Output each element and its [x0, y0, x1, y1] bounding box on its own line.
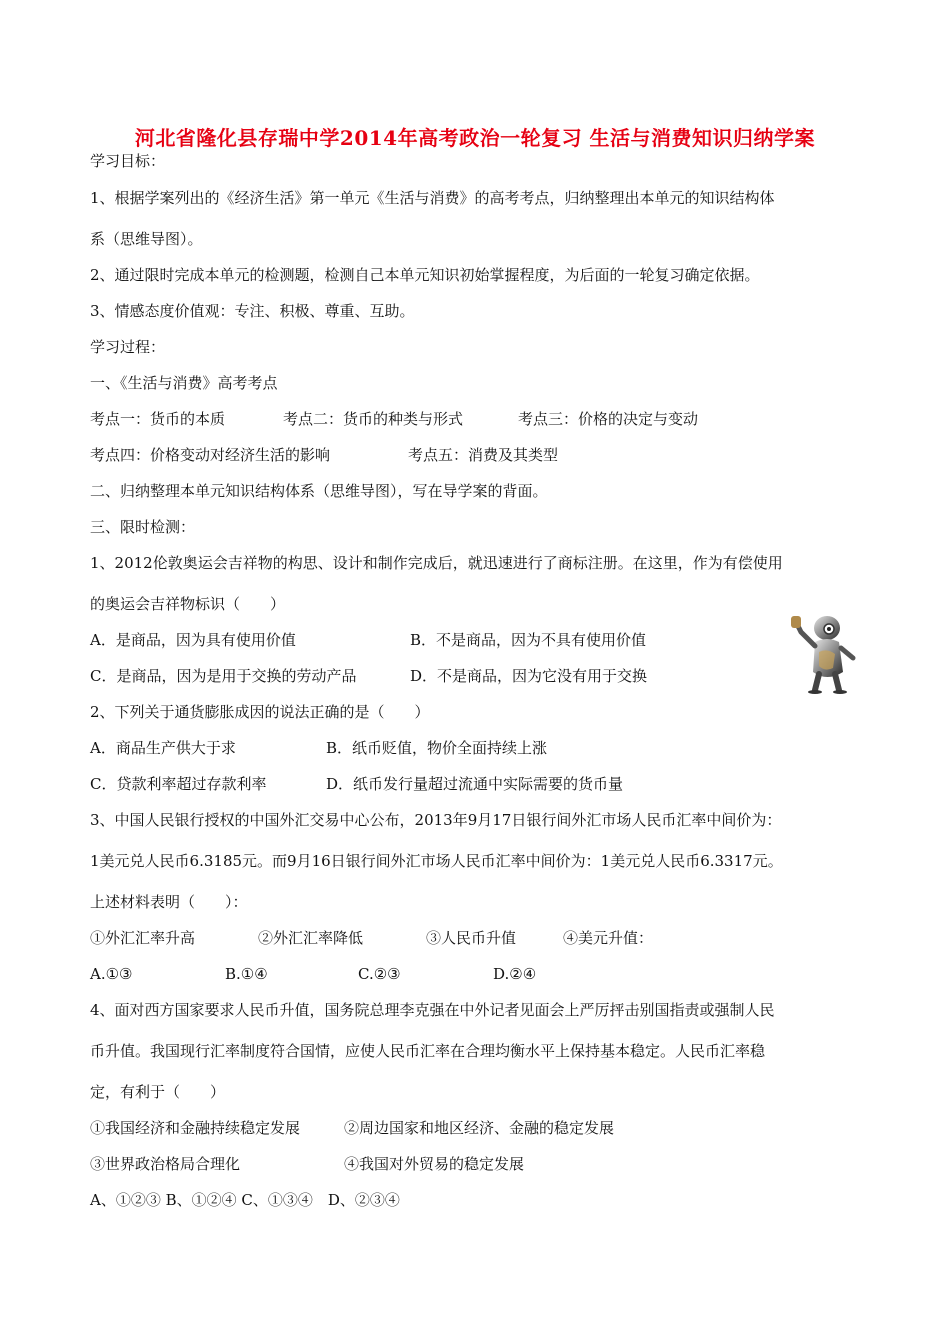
- exam-point-5: 考点五：消费及其类型: [408, 446, 559, 464]
- question-3-stem-b: 1美元兑人民币6.3185元。而9月16日银行间外汇市场人民币汇率中间价为：1美元兑人民币6.3317元。: [90, 852, 783, 870]
- question-4-stem-c: 定，有利于（ ）: [90, 1083, 226, 1101]
- document-title: 河北省隆化县存瑞中学2014年高考政治一轮复习 生活与消费知识归纳学案: [134, 126, 816, 150]
- goals-label: 学习目标：: [90, 152, 166, 170]
- section-3-heading: 三、限时检测：: [90, 518, 196, 536]
- question-3-statement-4: ④美元升值：: [563, 929, 654, 947]
- section-1-heading: 一、《生活与消费》高考考点: [90, 374, 278, 392]
- question-4-statement-2: ②周边国家和地区经济、金融的稳定发展: [344, 1119, 615, 1137]
- question-4-statement-3: ③世界政治格局合理化: [90, 1155, 241, 1173]
- question-1-option-c: C．是商品，因为是用于交换的劳动产品: [90, 667, 357, 685]
- question-4-statement-1: ①我国经济和金融持续稳定发展: [90, 1119, 301, 1137]
- question-1-option-b: B．不是商品，因为不具有使用价值: [410, 631, 647, 649]
- olympic-mascot-image: [785, 612, 865, 694]
- question-3-stem-a: 3、中国人民银行授权的中国外汇交易中心公布，2013年9月17日银行间外汇市场人民币汇率中间价为：: [90, 811, 782, 829]
- exam-point-3: 考点三：价格的决定与变动: [518, 410, 699, 428]
- question-4-stem-b: 币升值。我国现行汇率制度符合国情，应使人民币汇率在合理均衡水平上保持基本稳定。人民币汇率稳: [90, 1042, 766, 1060]
- question-2-option-b: B．纸币贬值，物价全面持续上涨: [326, 739, 548, 757]
- question-1-option-d: D．不是商品，因为它没有用于交换: [410, 667, 648, 685]
- goal-3: 3、情感态度价值观：专注、积极、尊重、互助。: [90, 302, 415, 320]
- question-3-statement-3: ③人民币升值: [426, 929, 517, 947]
- exam-point-2: 考点二：货币的种类与形式: [283, 410, 464, 428]
- question-3-option-c: C.②③: [358, 965, 401, 983]
- question-2-option-d: D．纸币发行量超过流通中实际需要的货币量: [326, 775, 624, 793]
- goal-2: 2、通过限时完成本单元的检测题，检测自己本单元知识初始掌握程度，为后面的一轮复习确定依据。: [90, 266, 760, 284]
- question-4-stem-a: 4、面对西方国家要求人民币升值，国务院总理李克强在中外记者见面会上严厉抨击别国指责或强制人民: [90, 1001, 775, 1019]
- question-3-option-a: A.①③: [90, 965, 133, 983]
- question-3-statement-2: ②外汇汇率降低: [258, 929, 364, 947]
- goal-1-line-b: 系（思维导图）。: [90, 230, 203, 248]
- question-4-options: A、①②③ B、①②④ C、①③④ D、②③④: [90, 1191, 400, 1209]
- exam-point-4: 考点四：价格变动对经济生活的影响: [90, 446, 331, 464]
- question-1-stem-b: 的奥运会吉祥物标识（ ）: [90, 595, 286, 613]
- process-label: 学习过程：: [90, 338, 166, 356]
- section-2-heading: 二、归纳整理本单元知识结构体系（思维导图），写在导学案的背面。: [90, 482, 548, 500]
- exam-point-1: 考点一：货币的本质: [90, 410, 226, 428]
- question-3-statement-1: ①外汇汇率升高: [90, 929, 196, 947]
- question-2-option-c: C．贷款利率超过存款利率: [90, 775, 267, 793]
- question-2-stem: 2、下列关于通货膨胀成因的说法正确的是（ ）: [90, 703, 430, 721]
- question-3-option-d: D.②④: [493, 965, 537, 983]
- question-3-option-b: B.①④: [225, 965, 268, 983]
- question-4-statement-4: ④我国对外贸易的稳定发展: [344, 1155, 525, 1173]
- question-2-option-a: A．商品生产供大于求: [90, 739, 236, 757]
- goal-1-line-a: 1、根据学案列出的《经济生活》第一单元《生活与消费》的高考考点，归纳整理出本单元的知识结构体: [90, 189, 775, 207]
- question-1-option-a: A．是商品，因为具有使用价值: [90, 631, 296, 649]
- question-3-stem-c: 上述材料表明（ ）：: [90, 893, 248, 911]
- question-1-stem-a: 1、2012伦敦奥运会吉祥物的构思、设计和制作完成后，就迅速进行了商标注册。在这里，作为有偿使用: [90, 554, 783, 572]
